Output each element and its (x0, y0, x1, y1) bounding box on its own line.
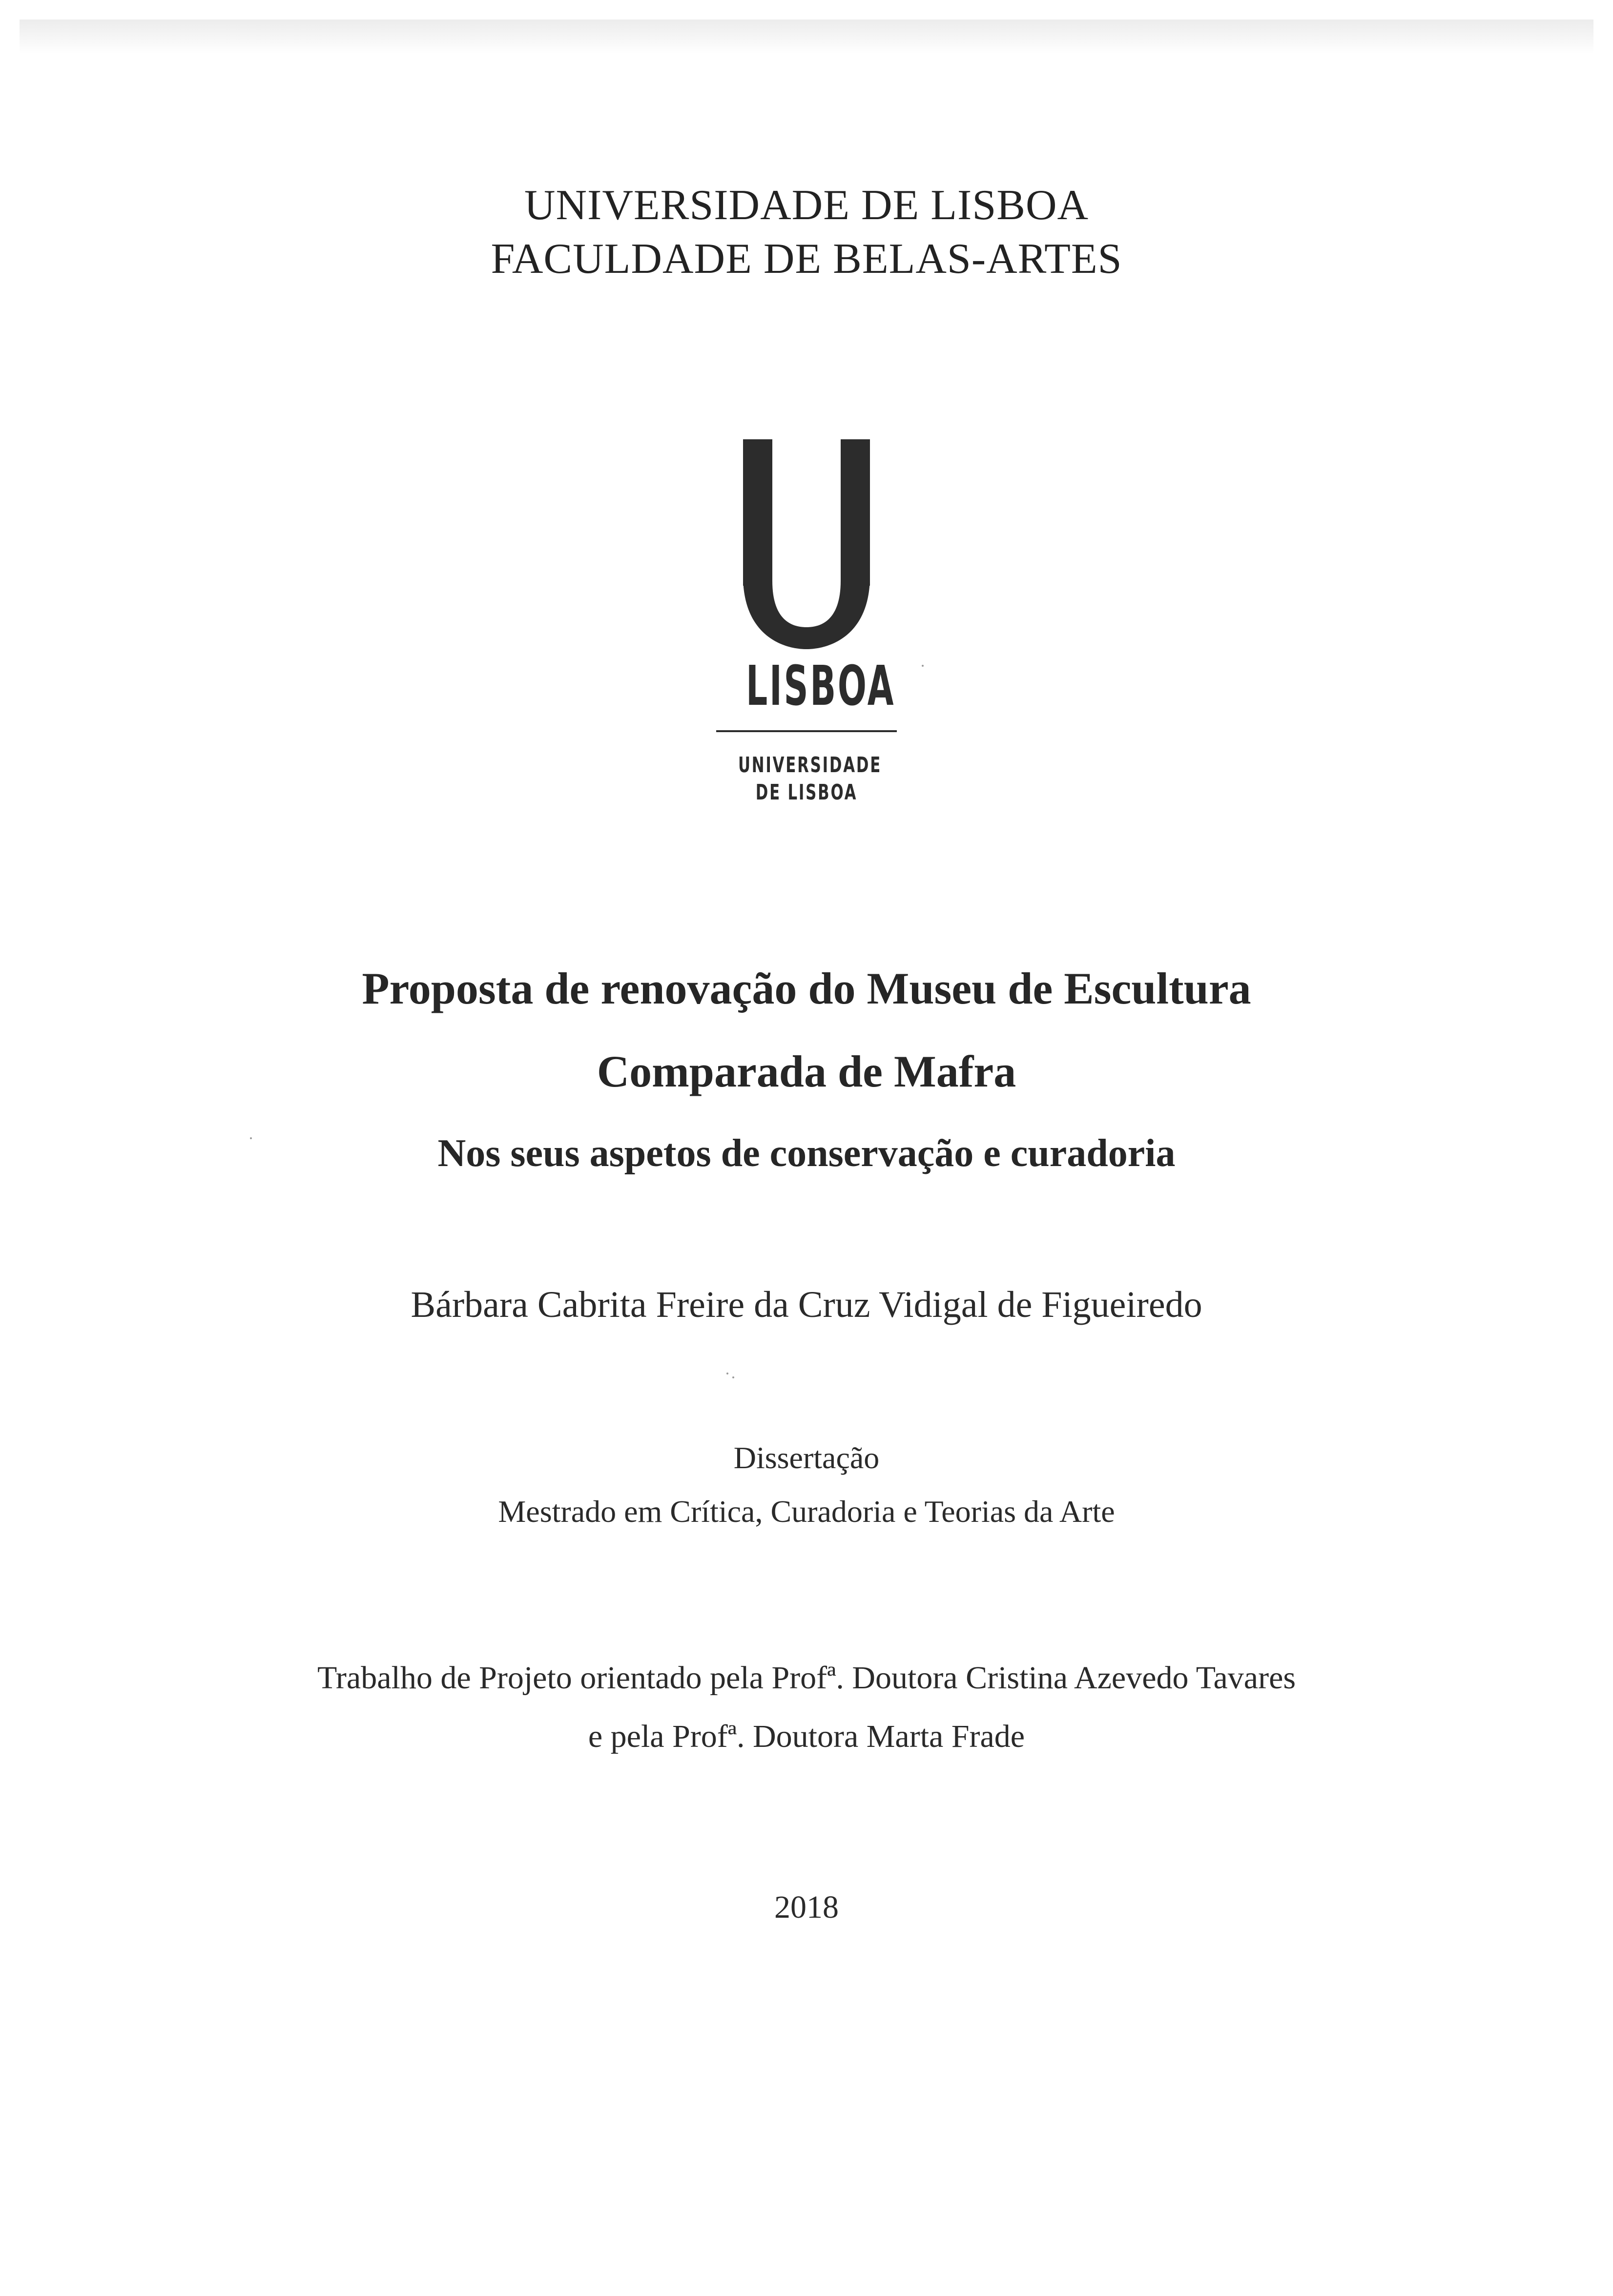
author-name: Bárbara Cabrita Freire da Cruz Vidigal de Figueiredo (411, 1284, 1202, 1325)
university-name: UNIVERSIDADE DE LISBOA (524, 182, 1089, 229)
scan-speck (726, 1373, 728, 1374)
scan-speck (732, 1376, 734, 1378)
u-letter-icon (709, 439, 904, 654)
ulisboa-logo (709, 439, 904, 810)
faculty-name: FACULDADE DE BELAS-ARTES (491, 235, 1122, 283)
supervision-line-2: e pela Profª. Doutora Marta Frade (588, 1719, 1025, 1754)
scan-speck (250, 1137, 252, 1139)
degree-program: Mestrado em Crítica, Curadoria e Teorias da Arte (498, 1494, 1115, 1529)
scan-speck (922, 665, 924, 667)
publication-year: 2018 (774, 1889, 839, 1925)
logo-wordmark: LISBOA (746, 655, 896, 718)
thesis-title-line-1: Proposta de renovação do Museu de Escultura (362, 964, 1251, 1013)
logo-divider (716, 730, 897, 732)
logo-subtitle-line-2: DE LISBOA (755, 780, 858, 805)
thesis-title-line-2: Comparada de Mafra (597, 1046, 1016, 1096)
logo-subtitle-line-1: UNIVERSIDADE (738, 753, 882, 778)
degree-type: Dissertação (733, 1440, 880, 1475)
supervision-line-1: Trabalho de Projeto orientado pela Profª. Doutora Cristina Azevedo Tavares (317, 1660, 1296, 1696)
thesis-subtitle: Nos seus aspetos de conservação e curadoria (437, 1132, 1176, 1175)
